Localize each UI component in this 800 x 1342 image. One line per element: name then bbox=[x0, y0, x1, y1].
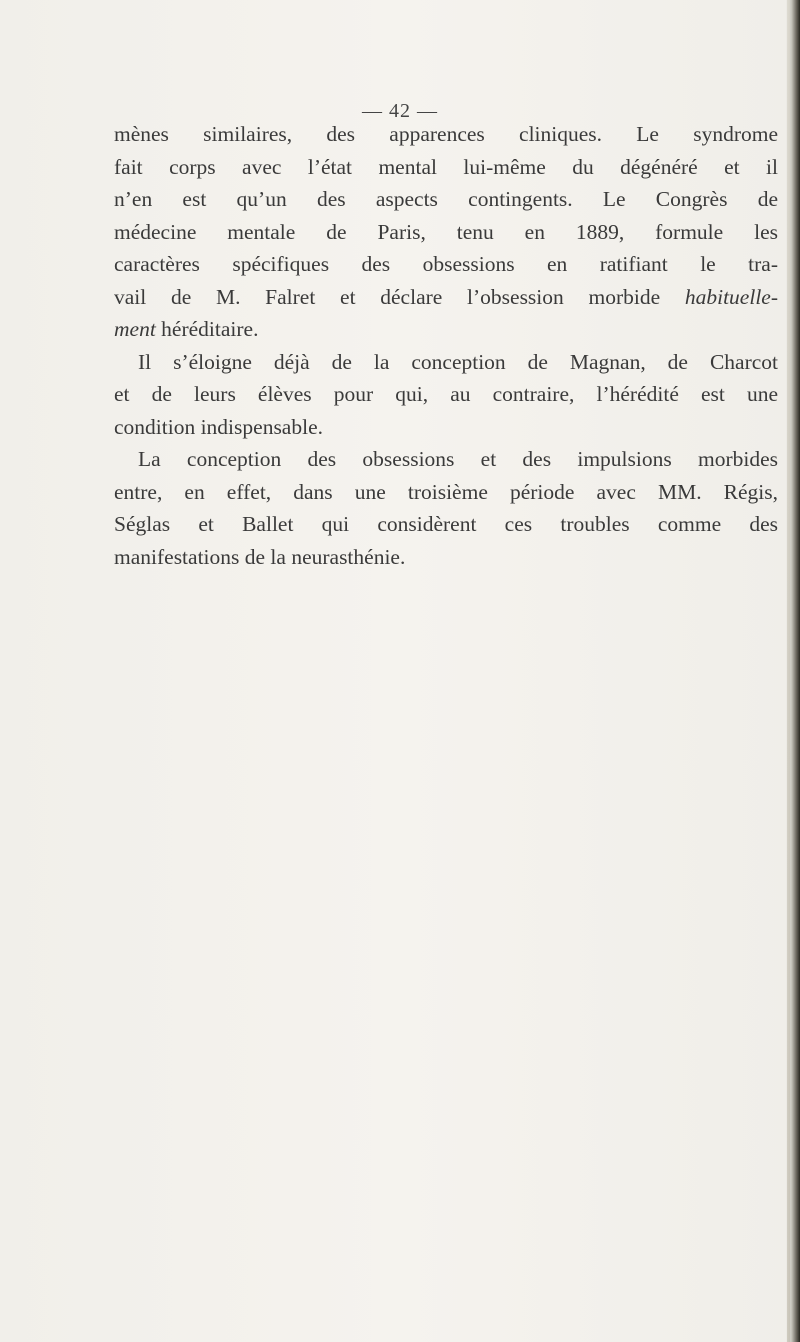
text-line: condition indispensable. bbox=[114, 414, 323, 439]
paragraph-2 bbox=[114, 346, 778, 444]
paragraph-3 bbox=[114, 443, 778, 573]
text-line: mènes similaires, des apparences cliniques. Le syndrome bbox=[114, 122, 778, 146]
text-line: caractères spécifiques des obsessions en ratifiant le tra- bbox=[114, 252, 778, 276]
text-line: Il s’éloigne déjà de la conception de Magnan, de Charcot bbox=[138, 349, 778, 374]
paragraph-1 bbox=[114, 118, 778, 346]
text-line: ment héréditaire. bbox=[114, 317, 259, 341]
page-number: — 42 — bbox=[362, 100, 438, 122]
text-line: fait corps avec l’état mental lui-même du dégénéré et il bbox=[114, 154, 778, 179]
text-line: et de leurs élèves pour qui, au contraire, l’hérédité est une bbox=[114, 382, 778, 406]
text-line: médecine mentale de Paris, tenu en 1889, formule les bbox=[114, 219, 778, 244]
text-line: n’en est qu’un des aspects contingents. Le Congrès de bbox=[114, 187, 778, 211]
text-line: entre, en effet, dans une troisième période avec MM. Régis, bbox=[114, 479, 778, 504]
text-line: manifestations de la neurasthénie. bbox=[114, 544, 406, 569]
italic-text: habituelle- bbox=[684, 284, 778, 309]
body-text bbox=[114, 118, 778, 573]
italic-text: ment bbox=[114, 317, 156, 341]
text-line: vail de M. Falret et déclare l’obsession morbide habituelle- bbox=[114, 284, 778, 309]
page-edge-highlight bbox=[787, 0, 790, 1342]
text-line: La conception des obsessions et des impulsions morbides bbox=[138, 447, 778, 471]
text-line: Séglas et Ballet qui considèrent ces troubles comme des bbox=[114, 512, 778, 536]
